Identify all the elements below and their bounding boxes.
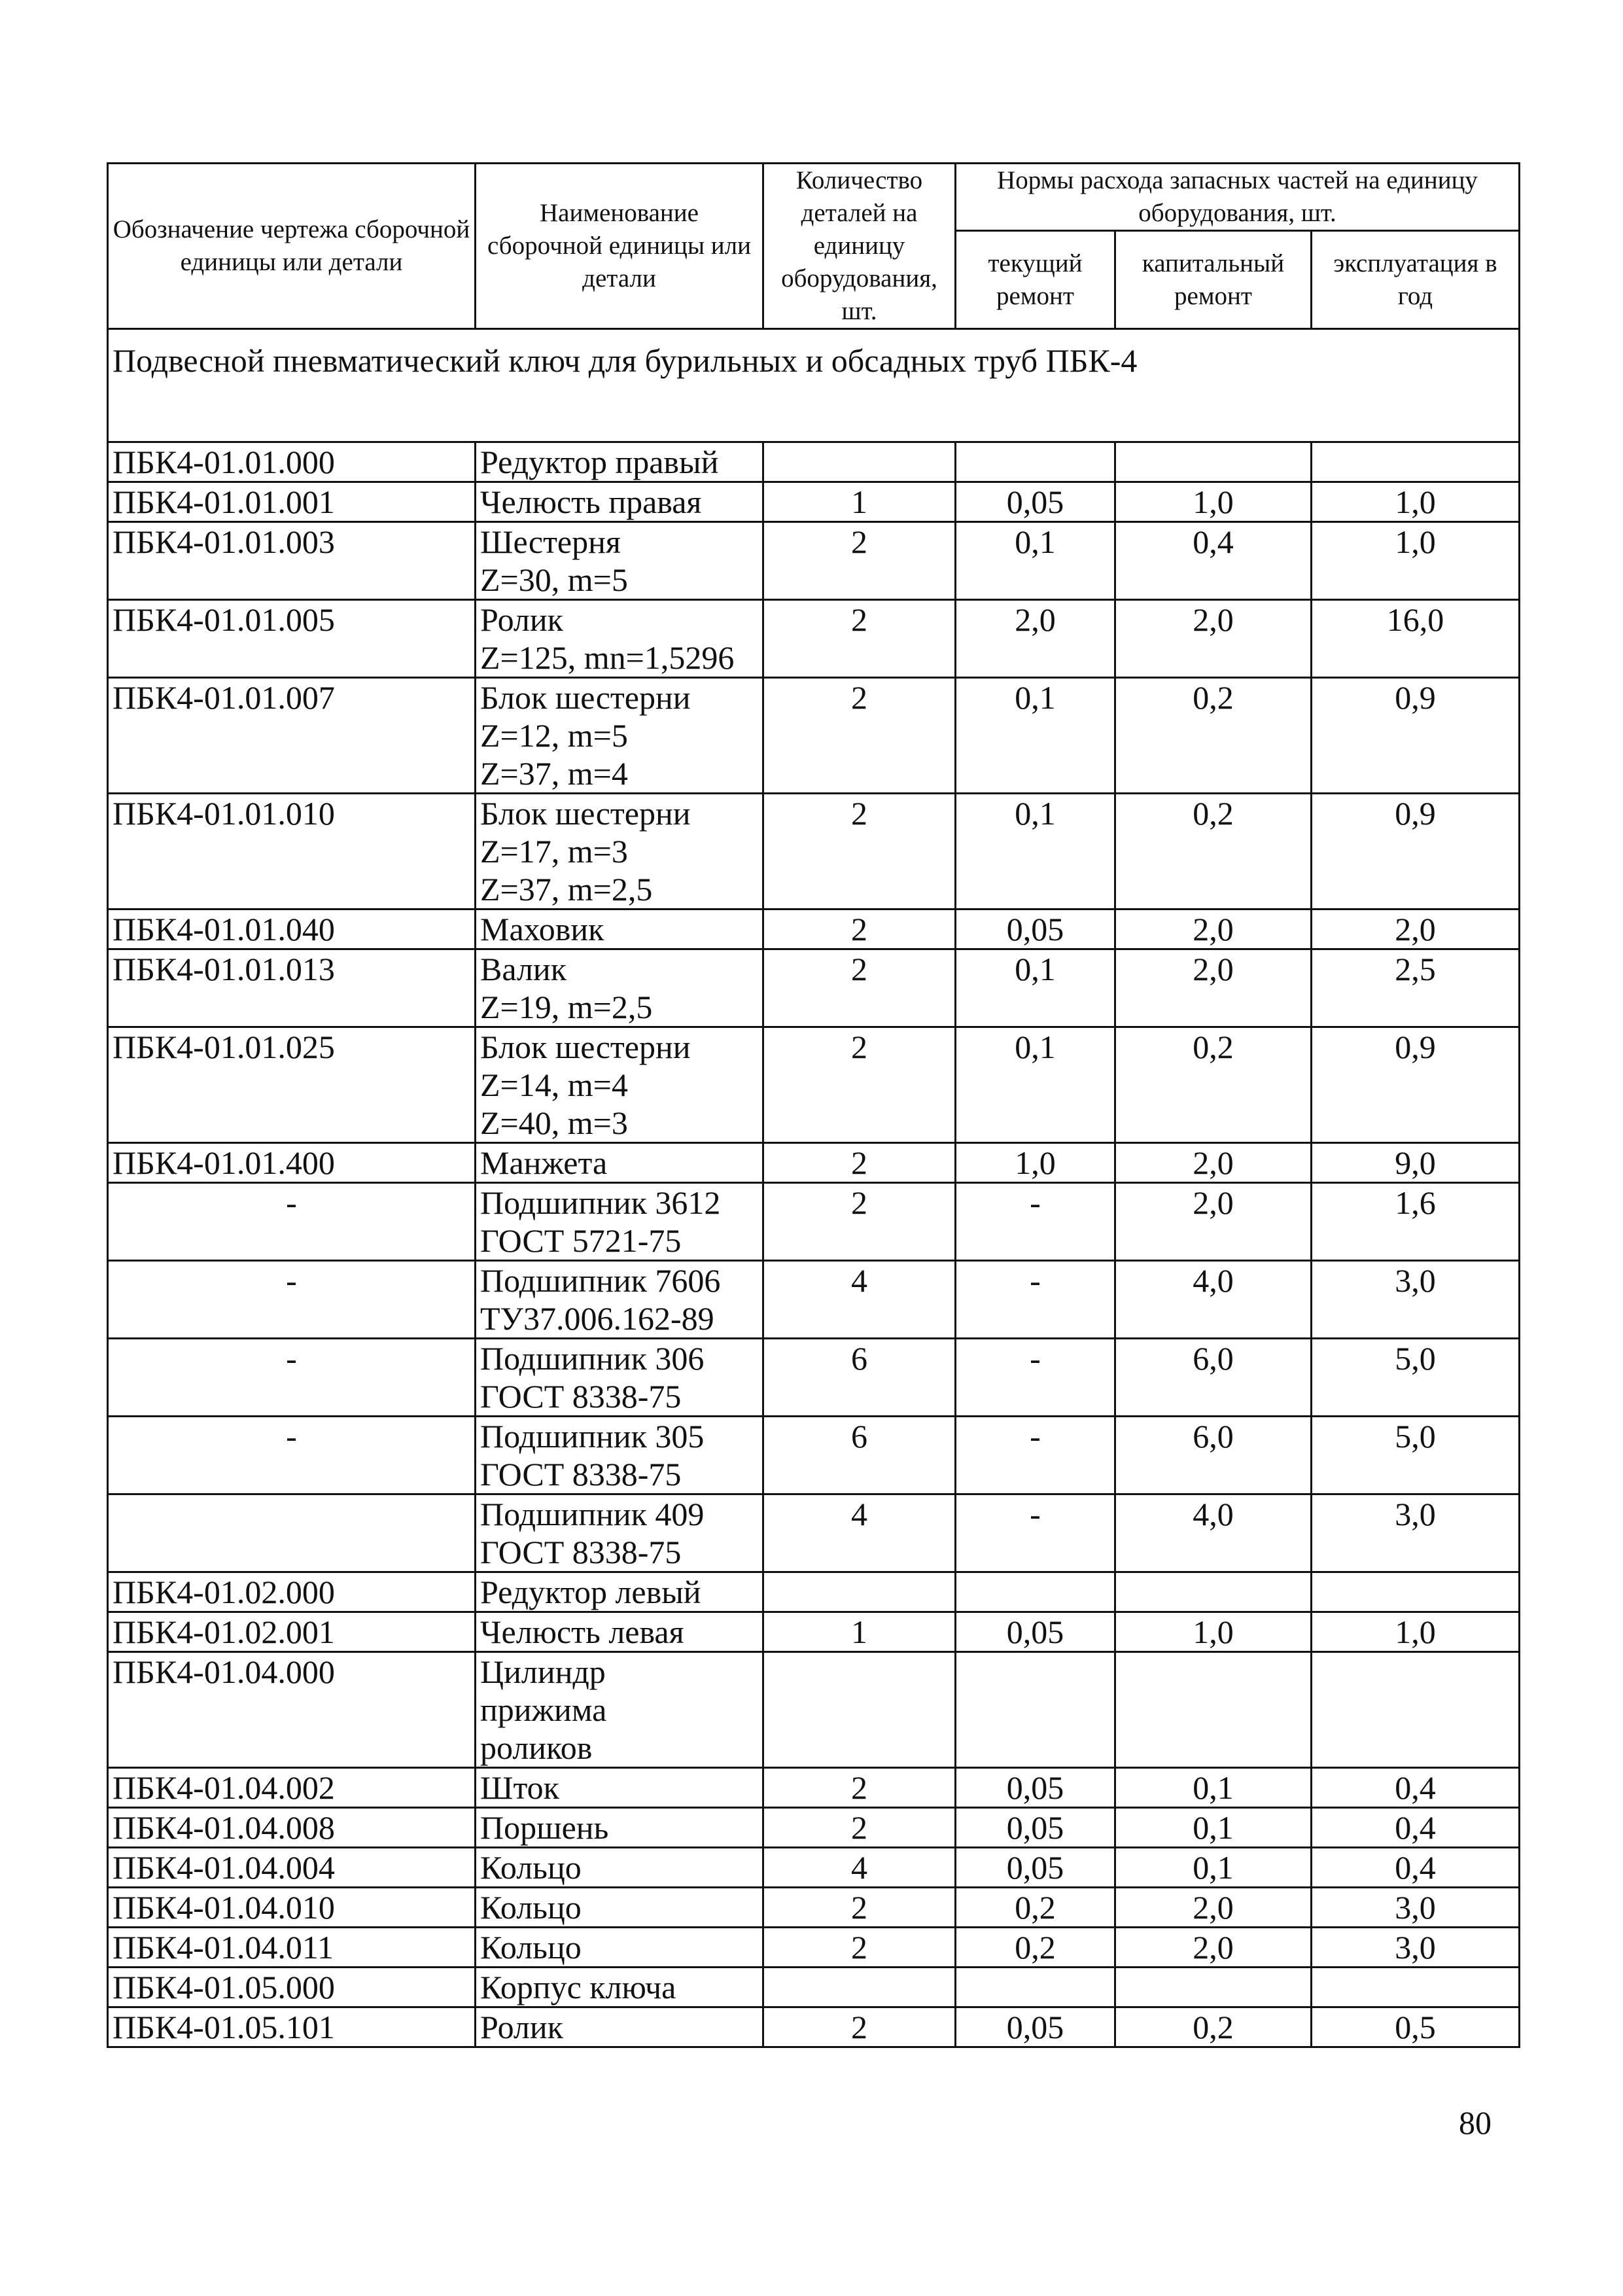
current-repair-cell: - bbox=[956, 1261, 1115, 1339]
header-drawing-code: Обозначение чертежа сборочной единицы или детали bbox=[108, 164, 476, 329]
item-name-cell: Редуктор правый bbox=[476, 442, 763, 482]
quantity-cell: 2 bbox=[763, 1888, 956, 1928]
header-consumption-norms: Нормы расхода запасных частей на единицу оборудования, шт. bbox=[956, 164, 1520, 231]
capital-repair-cell: 0,1 bbox=[1115, 1808, 1312, 1848]
table-header bbox=[108, 164, 1520, 329]
capital-repair-cell bbox=[1115, 1968, 1312, 2007]
quantity-cell: 4 bbox=[763, 1848, 956, 1888]
item-name-cell: Подшипник 305 ГОСТ 8338-75 bbox=[476, 1417, 763, 1494]
quantity-cell: 2 bbox=[763, 910, 956, 949]
page-number: 80 bbox=[1459, 2104, 1492, 2141]
annual-operation-cell: 16,0 bbox=[1312, 600, 1520, 678]
header-quantity: Количество деталей на единицу оборудования, шт. bbox=[763, 164, 956, 329]
item-name-cell: Челюсть правая bbox=[476, 482, 763, 522]
table-row bbox=[108, 482, 1520, 522]
drawing-code-cell bbox=[108, 1494, 476, 1572]
current-repair-cell: - bbox=[956, 1494, 1115, 1572]
table-row bbox=[108, 1572, 1520, 1612]
current-repair-cell bbox=[956, 1968, 1115, 2007]
item-name-cell: Валик Z=19, m=2,5 bbox=[476, 949, 763, 1027]
item-name-cell: Блок шестерни Z=17, m=3 Z=37, m=2,5 bbox=[476, 794, 763, 910]
item-name-cell: Ролик bbox=[476, 2007, 763, 2047]
quantity-cell: 2 bbox=[763, 949, 956, 1027]
item-name-cell: Челюсть левая bbox=[476, 1612, 763, 1652]
quantity-cell: 1 bbox=[763, 1612, 956, 1652]
header-item-name: Наименование сборочной единицы или детали bbox=[476, 164, 763, 329]
current-repair-cell: 0,1 bbox=[956, 678, 1115, 794]
annual-operation-cell bbox=[1312, 1968, 1520, 2007]
drawing-code-cell: ПБК4-01.01.400 bbox=[108, 1143, 476, 1183]
current-repair-cell: 0,05 bbox=[956, 2007, 1115, 2047]
quantity-cell: 2 bbox=[763, 600, 956, 678]
current-repair-cell bbox=[956, 1572, 1115, 1612]
drawing-code-cell: ПБК4-01.04.011 bbox=[108, 1928, 476, 1968]
table-row bbox=[108, 1652, 1520, 1768]
quantity-cell: 2 bbox=[763, 678, 956, 794]
capital-repair-cell: 0,2 bbox=[1115, 2007, 1312, 2047]
table-row bbox=[108, 1768, 1520, 1808]
capital-repair-cell: 0,1 bbox=[1115, 1768, 1312, 1808]
annual-operation-cell: 2,5 bbox=[1312, 949, 1520, 1027]
table-row bbox=[108, 600, 1520, 678]
table-row bbox=[108, 1494, 1520, 1572]
drawing-code-cell: ПБК4-01.01.013 bbox=[108, 949, 476, 1027]
annual-operation-cell: 1,0 bbox=[1312, 482, 1520, 522]
current-repair-cell: - bbox=[956, 1417, 1115, 1494]
annual-operation-cell: 0,9 bbox=[1312, 794, 1520, 910]
item-name-cell: Манжета bbox=[476, 1143, 763, 1183]
capital-repair-cell: 6,0 bbox=[1115, 1339, 1312, 1417]
table-row bbox=[108, 1027, 1520, 1143]
table-row bbox=[108, 1417, 1520, 1494]
item-name-cell: Подшипник 7606 ТУ37.006.162-89 bbox=[476, 1261, 763, 1339]
annual-operation-cell: 0,4 bbox=[1312, 1808, 1520, 1848]
drawing-code-cell: ПБК4-01.01.003 bbox=[108, 522, 476, 600]
item-name-cell: Кольцо bbox=[476, 1888, 763, 1928]
item-name-cell: Поршень bbox=[476, 1808, 763, 1848]
capital-repair-cell bbox=[1115, 1572, 1312, 1612]
capital-repair-cell: 1,0 bbox=[1115, 1612, 1312, 1652]
item-name-cell: Блок шестерни Z=14, m=4 Z=40, m=3 bbox=[476, 1027, 763, 1143]
annual-operation-cell: 3,0 bbox=[1312, 1888, 1520, 1928]
table-row bbox=[108, 1848, 1520, 1888]
item-name-cell: Кольцо bbox=[476, 1848, 763, 1888]
current-repair-cell: 0,1 bbox=[956, 522, 1115, 600]
current-repair-cell: 0,1 bbox=[956, 1027, 1115, 1143]
table-row bbox=[108, 949, 1520, 1027]
capital-repair-cell: 2,0 bbox=[1115, 1888, 1312, 1928]
drawing-code-cell: ПБК4-01.01.007 bbox=[108, 678, 476, 794]
quantity-cell: 2 bbox=[763, 794, 956, 910]
quantity-cell: 2 bbox=[763, 1808, 956, 1848]
quantity-cell: 6 bbox=[763, 1417, 956, 1494]
quantity-cell: 2 bbox=[763, 1768, 956, 1808]
current-repair-cell: 0,05 bbox=[956, 1768, 1115, 1808]
table-row bbox=[108, 1183, 1520, 1261]
table-row bbox=[108, 910, 1520, 949]
table-row bbox=[108, 1968, 1520, 2007]
annual-operation-cell: 3,0 bbox=[1312, 1494, 1520, 1572]
current-repair-cell: - bbox=[956, 1183, 1115, 1261]
annual-operation-cell: 5,0 bbox=[1312, 1339, 1520, 1417]
table-row bbox=[108, 1143, 1520, 1183]
drawing-code-cell: - bbox=[108, 1339, 476, 1417]
annual-operation-cell: 9,0 bbox=[1312, 1143, 1520, 1183]
current-repair-cell bbox=[956, 1652, 1115, 1768]
drawing-code-cell: ПБК4-01.04.002 bbox=[108, 1768, 476, 1808]
capital-repair-cell: 4,0 bbox=[1115, 1261, 1312, 1339]
capital-repair-cell bbox=[1115, 1652, 1312, 1768]
capital-repair-cell: 0,2 bbox=[1115, 794, 1312, 910]
annual-operation-cell: 1,0 bbox=[1312, 1612, 1520, 1652]
capital-repair-cell: 2,0 bbox=[1115, 949, 1312, 1027]
item-name-cell: Цилиндр прижима роликов bbox=[476, 1652, 763, 1768]
annual-operation-cell: 1,6 bbox=[1312, 1183, 1520, 1261]
table-row bbox=[108, 678, 1520, 794]
table-row bbox=[108, 2007, 1520, 2047]
drawing-code-cell: ПБК4-01.01.005 bbox=[108, 600, 476, 678]
current-repair-cell: 0,05 bbox=[956, 1612, 1115, 1652]
quantity-cell: 2 bbox=[763, 1928, 956, 1968]
table-row bbox=[108, 794, 1520, 910]
current-repair-cell: 0,1 bbox=[956, 949, 1115, 1027]
capital-repair-cell: 0,4 bbox=[1115, 522, 1312, 600]
header-annual-operation: эксплуатация в год bbox=[1312, 231, 1520, 329]
drawing-code-cell: ПБК4-01.04.010 bbox=[108, 1888, 476, 1928]
annual-operation-cell: 3,0 bbox=[1312, 1261, 1520, 1339]
item-name-cell: Маховик bbox=[476, 910, 763, 949]
table-row bbox=[108, 1261, 1520, 1339]
item-name-cell: Кольцо bbox=[476, 1928, 763, 1968]
quantity-cell bbox=[763, 1572, 956, 1612]
current-repair-cell: - bbox=[956, 1339, 1115, 1417]
drawing-code-cell: ПБК4-01.01.001 bbox=[108, 482, 476, 522]
annual-operation-cell: 0,4 bbox=[1312, 1768, 1520, 1808]
capital-repair-cell: 2,0 bbox=[1115, 1183, 1312, 1261]
annual-operation-cell: 3,0 bbox=[1312, 1928, 1520, 1968]
header-current-repair: текущий ремонт bbox=[956, 231, 1115, 329]
table-row bbox=[108, 1612, 1520, 1652]
drawing-code-cell: ПБК4-01.01.010 bbox=[108, 794, 476, 910]
annual-operation-cell: 2,0 bbox=[1312, 910, 1520, 949]
item-name-cell: Ролик Z=125, mn=1,5296 bbox=[476, 600, 763, 678]
capital-repair-cell: 2,0 bbox=[1115, 1143, 1312, 1183]
quantity-cell bbox=[763, 442, 956, 482]
item-name-cell: Подшипник 3612 ГОСТ 5721-75 bbox=[476, 1183, 763, 1261]
drawing-code-cell: - bbox=[108, 1417, 476, 1494]
drawing-code-cell: ПБК4-01.01.025 bbox=[108, 1027, 476, 1143]
quantity-cell: 2 bbox=[763, 1183, 956, 1261]
capital-repair-cell: 4,0 bbox=[1115, 1494, 1312, 1572]
annual-operation-cell bbox=[1312, 1652, 1520, 1768]
current-repair-cell: 0,2 bbox=[956, 1928, 1115, 1968]
capital-repair-cell: 2,0 bbox=[1115, 600, 1312, 678]
drawing-code-cell: ПБК4-01.05.000 bbox=[108, 1968, 476, 2007]
current-repair-cell: 0,05 bbox=[956, 910, 1115, 949]
section-title: Подвесной пневматический ключ для бурильных и обсадных труб ПБК-4 bbox=[113, 342, 1138, 379]
drawing-code-cell: ПБК4-01.05.101 bbox=[108, 2007, 476, 2047]
quantity-cell: 4 bbox=[763, 1494, 956, 1572]
capital-repair-cell: 2,0 bbox=[1115, 1928, 1312, 1968]
current-repair-cell: 0,05 bbox=[956, 1808, 1115, 1848]
drawing-code-cell: - bbox=[108, 1261, 476, 1339]
quantity-cell: 2 bbox=[763, 2007, 956, 2047]
drawing-code-cell: ПБК4-01.02.001 bbox=[108, 1612, 476, 1652]
section-row bbox=[108, 329, 1520, 442]
table-row bbox=[108, 1339, 1520, 1417]
item-name-cell: Редуктор левый bbox=[476, 1572, 763, 1612]
current-repair-cell: 2,0 bbox=[956, 600, 1115, 678]
table-row bbox=[108, 1928, 1520, 1968]
annual-operation-cell: 0,9 bbox=[1312, 1027, 1520, 1143]
capital-repair-cell: 6,0 bbox=[1115, 1417, 1312, 1494]
capital-repair-cell bbox=[1115, 442, 1312, 482]
annual-operation-cell: 0,9 bbox=[1312, 678, 1520, 794]
item-name-cell: Шток bbox=[476, 1768, 763, 1808]
item-name-cell: Корпус ключа bbox=[476, 1968, 763, 2007]
spare-parts-table bbox=[107, 162, 1520, 2048]
drawing-code-cell: ПБК4-01.04.000 bbox=[108, 1652, 476, 1768]
item-name-cell: Подшипник 409 ГОСТ 8338-75 bbox=[476, 1494, 763, 1572]
quantity-cell: 2 bbox=[763, 522, 956, 600]
table-row bbox=[108, 1888, 1520, 1928]
capital-repair-cell: 1,0 bbox=[1115, 482, 1312, 522]
drawing-code-cell: - bbox=[108, 1183, 476, 1261]
annual-operation-cell bbox=[1312, 1572, 1520, 1612]
capital-repair-cell: 0,2 bbox=[1115, 1027, 1312, 1143]
drawing-code-cell: ПБК4-01.01.040 bbox=[108, 910, 476, 949]
quantity-cell bbox=[763, 1968, 956, 2007]
current-repair-cell: 1,0 bbox=[956, 1143, 1115, 1183]
table-row bbox=[108, 1808, 1520, 1848]
current-repair-cell: 0,2 bbox=[956, 1888, 1115, 1928]
drawing-code-cell: ПБК4-01.04.004 bbox=[108, 1848, 476, 1888]
quantity-cell: 1 bbox=[763, 482, 956, 522]
drawing-code-cell: ПБК4-01.02.000 bbox=[108, 1572, 476, 1612]
annual-operation-cell: 5,0 bbox=[1312, 1417, 1520, 1494]
annual-operation-cell: 0,4 bbox=[1312, 1848, 1520, 1888]
table-row bbox=[108, 522, 1520, 600]
drawing-code-cell: ПБК4-01.04.008 bbox=[108, 1808, 476, 1848]
capital-repair-cell: 2,0 bbox=[1115, 910, 1312, 949]
item-name-cell: Подшипник 306 ГОСТ 8338-75 bbox=[476, 1339, 763, 1417]
quantity-cell bbox=[763, 1652, 956, 1768]
annual-operation-cell: 1,0 bbox=[1312, 522, 1520, 600]
capital-repair-cell: 0,1 bbox=[1115, 1848, 1312, 1888]
header-capital-repair: капитальный ремонт bbox=[1115, 231, 1312, 329]
item-name-cell: Блок шестерни Z=12, m=5 Z=37, m=4 bbox=[476, 678, 763, 794]
annual-operation-cell bbox=[1312, 442, 1520, 482]
current-repair-cell bbox=[956, 442, 1115, 482]
current-repair-cell: 0,05 bbox=[956, 1848, 1115, 1888]
quantity-cell: 6 bbox=[763, 1339, 956, 1417]
drawing-code-cell: ПБК4-01.01.000 bbox=[108, 442, 476, 482]
quantity-cell: 2 bbox=[763, 1027, 956, 1143]
current-repair-cell: 0,1 bbox=[956, 794, 1115, 910]
table-row bbox=[108, 442, 1520, 482]
quantity-cell: 2 bbox=[763, 1143, 956, 1183]
quantity-cell: 4 bbox=[763, 1261, 956, 1339]
annual-operation-cell: 0,5 bbox=[1312, 2007, 1520, 2047]
capital-repair-cell: 0,2 bbox=[1115, 678, 1312, 794]
item-name-cell: Шестерня Z=30, m=5 bbox=[476, 522, 763, 600]
current-repair-cell: 0,05 bbox=[956, 482, 1115, 522]
